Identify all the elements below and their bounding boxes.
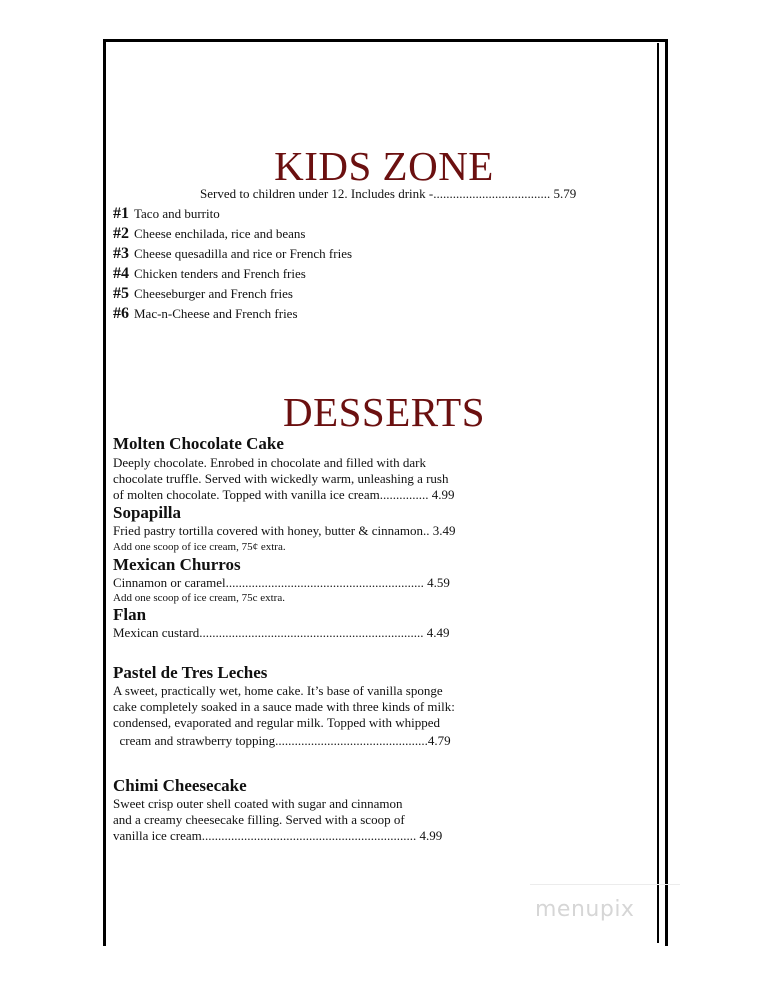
kids-item: #4 Chicken tenders and French fries [113,265,306,282]
dessert-name: Sopapilla [113,503,182,522]
kids-item: #6 Mac-n-Cheese and French fries [113,305,298,322]
watermark-line [530,884,680,885]
dessert-description: Fried pastry tortilla covered with honey, butter & cinnamon.. 3.49 [113,523,456,538]
dessert-note: Add one scoop of ice cream, 75c extra. [113,592,285,604]
dessert-description: Sweet crisp outer shell coated with sugar and cinnamon [113,796,403,811]
kids-item: #5 Cheeseburger and French fries [113,285,293,302]
dessert-description: cake completely soaked in a sauce made with three kinds of milk: [113,699,455,714]
dessert-description: cream and strawberry topping...............................................4.79 [113,733,451,748]
desserts-title: DESSERTS [282,389,486,435]
dessert-description: of molten chocolate. Topped with vanilla ice cream............... 4.99 [113,487,455,502]
dessert-description: chocolate truffle. Served with wickedly warm, unleashing a rush [113,471,449,486]
dessert-description: Deeply chocolate. Enrobed in chocolate and filled with dark [113,455,426,470]
menupix-watermark: menupix [535,897,635,922]
dessert-note: Add one scoop of ice cream, 75¢ extra. [113,541,286,553]
dessert-name: Chimi Cheesecake [113,776,247,795]
dessert-description: Mexican custard..................................................................... 4.49 [113,625,450,640]
dessert-name: Mexican Churros [113,555,241,574]
dessert-description: vanilla ice cream.................................................................. 4.99 [113,828,443,843]
dessert-description: and a creamy cheesecake filling. Served with a scoop of [113,812,405,827]
dessert-description: A sweet, practically wet, home cake. It’s base of vanilla sponge [113,683,443,698]
kids-zone-subtitle: Served to children under 12. Includes drink -.................................... 5.79 [200,186,577,201]
kids-item: #2 Cheese enchilada, rice and beans [113,225,306,242]
dessert-name: Pastel de Tres Leches [113,663,268,682]
kids-item: #3 Cheese quesadilla and rice or French fries [113,245,353,262]
dessert-name: Molten Chocolate Cake [113,434,284,453]
dessert-description: condensed, evaporated and regular milk. Topped with whipped [113,715,441,730]
kids-zone-title: KIDS ZONE [274,143,494,189]
kids-item: #1 Taco and burrito [113,205,220,222]
dessert-description: Cinnamon or caramel............................................................. 4.59 [113,575,450,590]
dessert-name: Flan [113,605,147,624]
